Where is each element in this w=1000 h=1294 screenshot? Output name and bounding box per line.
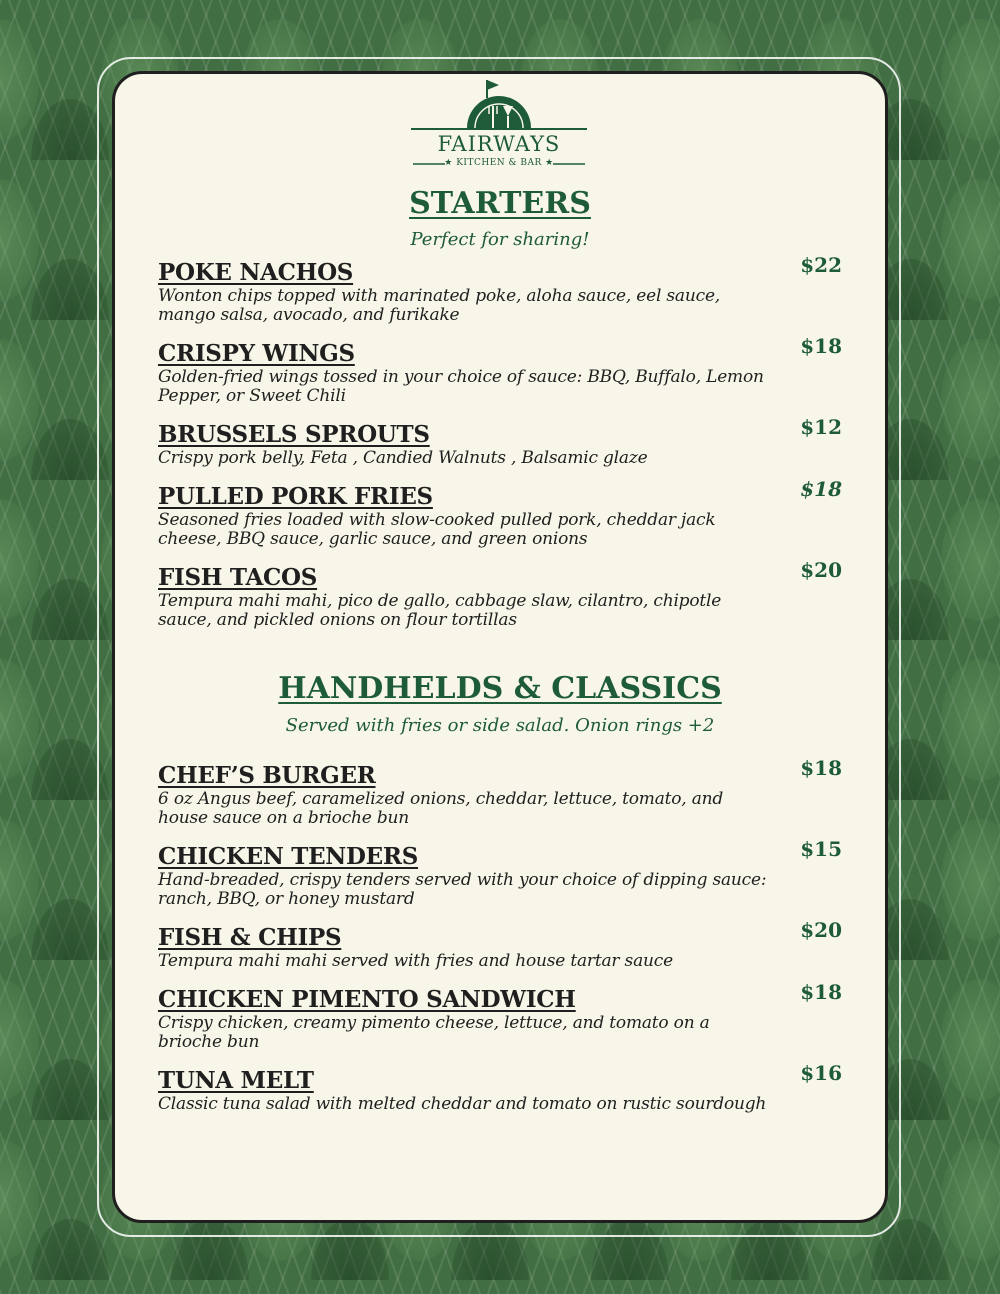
item-name: CHICKEN TENDERS (158, 843, 419, 870)
menu-item-brussels-sprouts (158, 415, 848, 468)
item-name: TUNA MELT (158, 1067, 314, 1094)
item-description: Seasoned fries loaded with slow-cooked pulled pork, cheddar jack cheese, BBQ sauce, garlic sauce, and green onions (158, 510, 716, 549)
item-description: Golden-fried wings tossed in your choice of sauce: BBQ, Buffalo, Lemon Pepper, or Sweet Chili (158, 367, 764, 406)
menu-item-chefs-burger (158, 756, 848, 828)
item-price: $12 (800, 415, 842, 439)
item-name: CHEF’S BURGER (158, 762, 376, 789)
item-price: $18 (800, 756, 842, 780)
logo-tagline: ★ KITCHEN & BAR ★ (444, 158, 554, 168)
item-description: Crispy chicken, creamy pimento cheese, lettuce, and tomato on a brioche bun (158, 1013, 710, 1052)
item-price: $20 (800, 558, 842, 582)
item-name: FISH & CHIPS (158, 924, 342, 951)
menu-item-poke-nachos (158, 253, 848, 325)
item-description: Wonton chips topped with marinated poke, aloha sauce, eel sauce, mango salsa, avocado, and furikake (158, 286, 721, 325)
item-price: $18 (800, 477, 842, 501)
item-price: $22 (800, 253, 842, 277)
section-subtitle-starters: Perfect for sharing! (410, 229, 590, 250)
menu-item-crispy-wings (158, 334, 848, 406)
fairways-logo (409, 76, 589, 176)
item-description: Tempura mahi mahi, pico de gallo, cabbage slaw, cilantro, chipotle sauce, and pickled onions on flour tortillas (158, 591, 722, 630)
item-name: POKE NACHOS (158, 259, 354, 286)
section-title-starters: STARTERS (409, 186, 591, 221)
item-price: $18 (800, 334, 842, 358)
item-name: PULLED PORK FRIES (158, 483, 433, 510)
item-price: $15 (800, 837, 842, 861)
item-name: CHICKEN PIMENTO SANDWICH (158, 986, 576, 1013)
logo-wordmark: FAIRWAYS (437, 132, 561, 156)
menu-item-tuna-melt (158, 1061, 848, 1114)
section-title-handhelds: HANDHELDS & CLASSICS (278, 671, 722, 706)
item-price: $16 (800, 1061, 842, 1085)
menu-item-chicken-pimento-sandwich (158, 980, 848, 1052)
item-price: $20 (800, 918, 842, 942)
menu-item-pulled-pork-fries (158, 477, 848, 549)
item-name: CRISPY WINGS (158, 340, 355, 367)
menu-item-chicken-tenders (158, 837, 848, 909)
item-description: Tempura mahi mahi served with fries and house tartar sauce (158, 951, 673, 971)
item-name: FISH TACOS (158, 564, 318, 591)
menu-item-fish-and-chips (158, 918, 848, 971)
section-subtitle-handhelds: Served with fries or side salad. Onion rings +2 (285, 715, 715, 736)
item-description: 6 oz Angus beef, caramelized onions, cheddar, lettuce, tomato, and house sauce on a brioche bun (158, 789, 724, 828)
item-name: BRUSSELS SPROUTS (158, 421, 430, 448)
item-price: $18 (800, 980, 842, 1004)
item-description: Crispy pork belly, Feta , Candied Walnuts , Balsamic glaze (158, 448, 648, 468)
menu-item-fish-tacos (158, 558, 848, 630)
item-description: Classic tuna salad with melted cheddar and tomato on rustic sourdough (158, 1094, 767, 1114)
item-description: Hand-breaded, crispy tenders served with your choice of dipping sauce: ranch, BBQ, or honey mustard (158, 870, 767, 909)
